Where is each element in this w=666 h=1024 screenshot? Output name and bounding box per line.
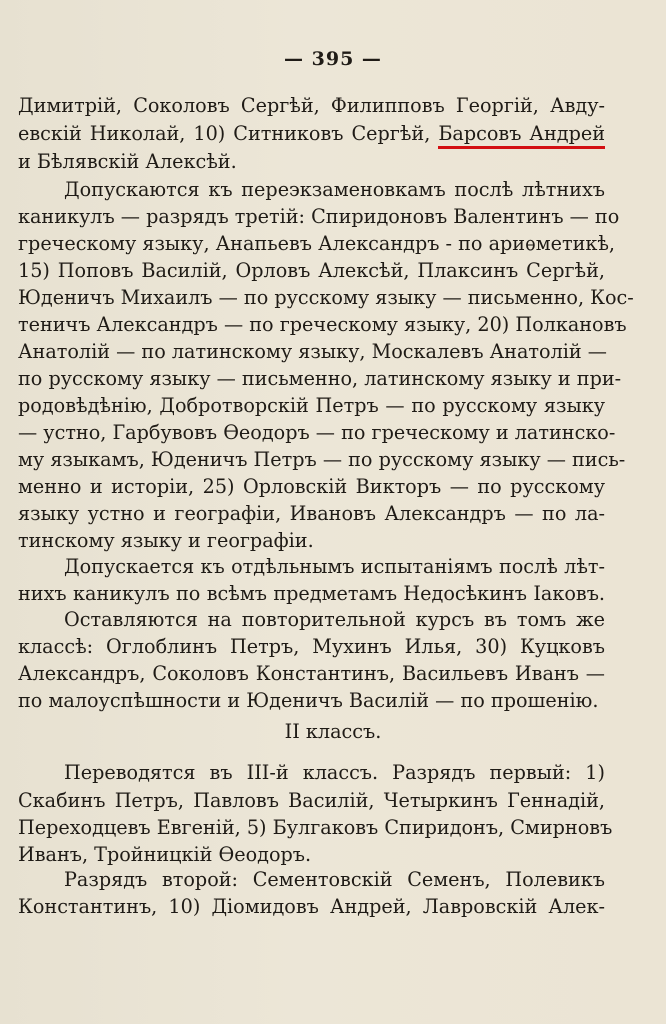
text-line: Анатолій — по латинскому языку, Москалевъ Анатолій — (18, 340, 607, 363)
text-line: классѣ: Оглоблинъ Петръ, Мухинъ Илья, 30) Куцковъ (18, 635, 605, 658)
text-line: Иванъ, Тройницкій Ѳеодоръ. (18, 843, 312, 866)
text-line: Допускаются къ переэкзаменовкамъ послѣ лѣтнихъ (64, 178, 605, 201)
text-line: Разрядъ второй: Сементовскій Семенъ, Полевикъ (64, 868, 605, 891)
text-line-part: евскій Николай, 10) Ситниковъ Сергѣй, (18, 122, 439, 145)
text-line: и Бѣлявскій Алексѣй. (18, 150, 237, 173)
text-line: му языкамъ, Юденичъ Петръ — по русскому языку — пись- (18, 448, 626, 471)
page-number: — 395 — (284, 48, 382, 70)
text-line: Александръ, Соколовъ Константинъ, Васильевъ Иванъ — (18, 662, 605, 685)
text-line: Константинъ, 10) Діомидовъ Андрей, Лавровскій Алек- (18, 895, 605, 918)
text-line: тинскому языку и географіи. (18, 529, 314, 552)
text-line: греческому языку, Анапьевъ Александръ - по ариѳметикѣ, (18, 232, 616, 255)
text-line: по малоуспѣшности и Юденичъ Василій — по прошенію. (18, 689, 599, 712)
text-line: Оставляются на повторительной курсъ въ томъ же (64, 608, 605, 631)
text-line: нихъ каникулъ по всѣмъ предметамъ Недосѣкинъ Іаковъ. (18, 582, 605, 605)
text-line: каникулъ — разрядъ третій: Спиридоновъ Валентинъ — по (18, 205, 620, 228)
text-line: теничъ Александръ — по греческому языку, 20) Полкановъ (18, 313, 627, 336)
text-line: 15) Поповъ Василій, Орловъ Алексѣй, Плаксинъ Сергѣй, (18, 259, 605, 282)
text-line: — устно, Гарбувовъ Ѳеодоръ — по греческому и латинско- (18, 421, 616, 444)
text-line: родовѣдѣнію, Добротворскій Петръ — по русскому языку (18, 394, 605, 417)
section-heading: II классъ. (284, 720, 382, 743)
text-line: Переходцевъ Евгеній, 5) Булгаковъ Спиридонъ, Смирновъ (18, 816, 613, 839)
text-line: Переводятся въ III-й классъ. Разрядъ первый: 1) (64, 761, 605, 784)
text-line: менно и исторіи, 25) Орловскій Викторъ — по русскому (18, 475, 605, 498)
text-line: Допускается къ отдѣльнымъ испытаніямъ послѣ лѣт- (64, 555, 605, 578)
text-line: по русскому языку — письменно, латинскому языку и при- (18, 367, 622, 390)
text-line: Димитрій, Соколовъ Сергѣй, Филипповъ Георгій, Авду- (18, 94, 605, 117)
text-line: Скабинъ Петръ, Павловъ Василій, Четыркинъ Геннадій, (18, 789, 605, 812)
text-line (18, 120, 605, 148)
text-line: языку устно и географіи, Ивановъ Александръ — по ла- (18, 502, 605, 525)
highlighted-name: Барсовъ Андрей (438, 122, 605, 149)
text-line: Юденичъ Михаилъ — по русскому языку — письменно, Кос- (18, 286, 634, 309)
